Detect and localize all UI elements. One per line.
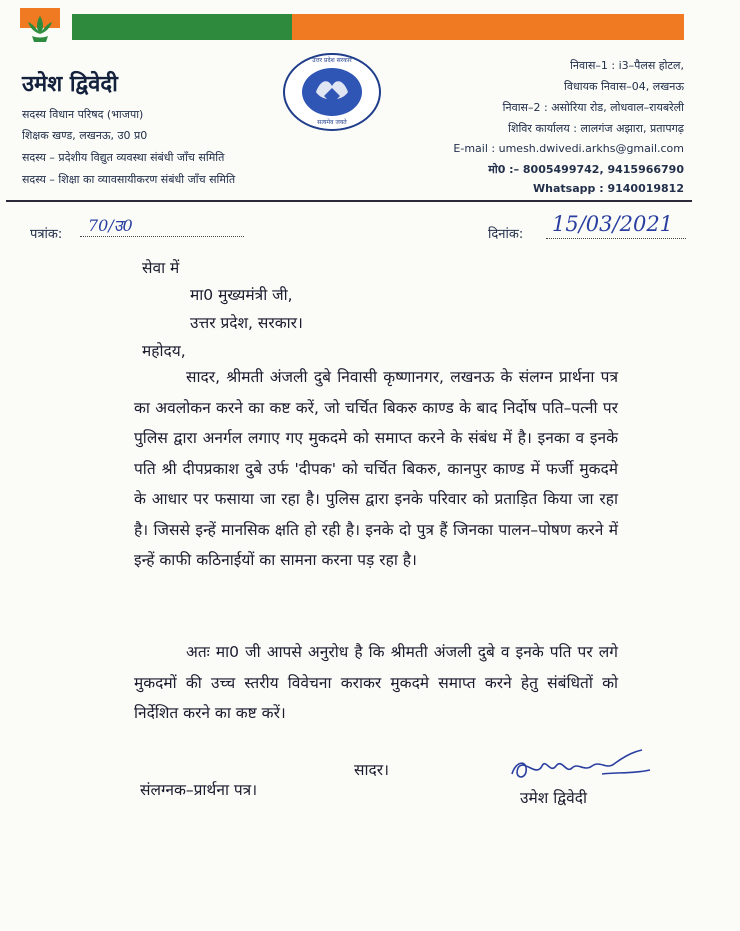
addressee-line-2: मा0 मुख्यमंत्री जी, [190, 286, 293, 304]
signatory-name: उमेश द्विवेदी [520, 789, 588, 807]
salutation: महोदय, [142, 342, 186, 360]
mobile: मो0 :– 8005499742, 9415966790 [488, 163, 684, 176]
sender-title: सदस्य विधान परिषद (भाजपा) [22, 108, 144, 121]
body-paragraph-2: अतः मा0 जी आपसे अनुरोध है कि श्रीमती अंजली दुबे व इनके पति पर लगे मुकदमों की उच्च स्तरीय विवेचना कराकर मुकदमे समाप्त करने हेतु संबंधितों को निर्देशित करने का कष्ट करें। [134, 643, 618, 722]
address-1: निवास–1 : i3–पैलस होटल, [570, 59, 684, 72]
up-government-seal [282, 52, 382, 132]
signature [506, 748, 656, 788]
camp-office: शिविर कार्यालय : लालगंज अझारा, प्रतापगढ़ [508, 122, 684, 135]
date-label: दिनांक: [488, 227, 524, 242]
closing: सादर। [354, 761, 389, 779]
email: E-mail : umesh.dwivedi.arkhs@gmail.com [453, 142, 684, 155]
body-paragraph-1: सादर, श्रीमती अंजली दुबे निवासी कृष्णानगर, लखनऊ के संलग्न प्रार्थना पत्र का अवलोकन करने का कष्ट करें, जो चर्चित बिकरु काण्ड के बाद निर्दोष पति–पत्नी पर पुलिस द्वारा अनर्गल लगाए गए मुकदमे को समाप्त करने के संबंध में है। इनका व इनके पति श्री दीपप्रकाश दुबे उर्फ 'दीपक' को चर्चित बिकरु, कानपुर काण्ड में फर्जी मुकदमे के आधार पर फसाया जा रहा है। पुलिस द्वारा इनके परिवार को प्रताड़ित किया जा रहा है। जिससे इन्हें मानसिक क्षति हो रही है। इनके दो पुत्र हैं जिनका पालन–पोषण करने में इन्हें काफी कठिनाईयों का सामना करना पड़ रहा है। [134, 368, 618, 569]
sender-name: उमेश द्विवेदी [22, 72, 118, 97]
date-value: 15/03/2021 [552, 212, 674, 236]
header-divider [6, 200, 692, 202]
enclosure: संलग्नक–प्रार्थना पत्र। [140, 781, 258, 799]
address-1b: विधायक निवास–04, लखनऊ [564, 80, 684, 93]
seal-bottom-text: सत्यमेव जयते [317, 119, 347, 126]
seal-top-text: उत्तर प्रदेश सरकार [312, 57, 352, 64]
whatsapp: Whatsapp : 9140019812 [533, 182, 684, 195]
header-bar-green [72, 14, 292, 40]
sender-committee-1: सदस्य – प्रदेशीय विद्युत व्यवस्था संबंधी जाँच समिति [22, 151, 225, 164]
addressee-line-1: सेवा में [142, 259, 180, 277]
date-underline [546, 238, 686, 239]
sender-constituency: शिक्षक खण्ड, लखनऊ, उ0 प्र0 [22, 129, 148, 142]
address-2: निवास–2 : असोरिया रोड, लोधवाल–रायबरेली [502, 101, 684, 114]
ref-label: पत्रांक: [30, 227, 63, 242]
ref-underline [80, 236, 244, 237]
addressee-line-3: उत्तर प्रदेश, सरकार। [190, 314, 303, 332]
ref-number: 70/उ0 [88, 216, 133, 235]
sender-committee-2: सदस्य – शिक्षा का व्यावसायीकरण संबंधी जाँच समिति [22, 173, 236, 186]
header-bar-orange [292, 14, 684, 40]
bjp-lotus-logo [20, 8, 60, 50]
